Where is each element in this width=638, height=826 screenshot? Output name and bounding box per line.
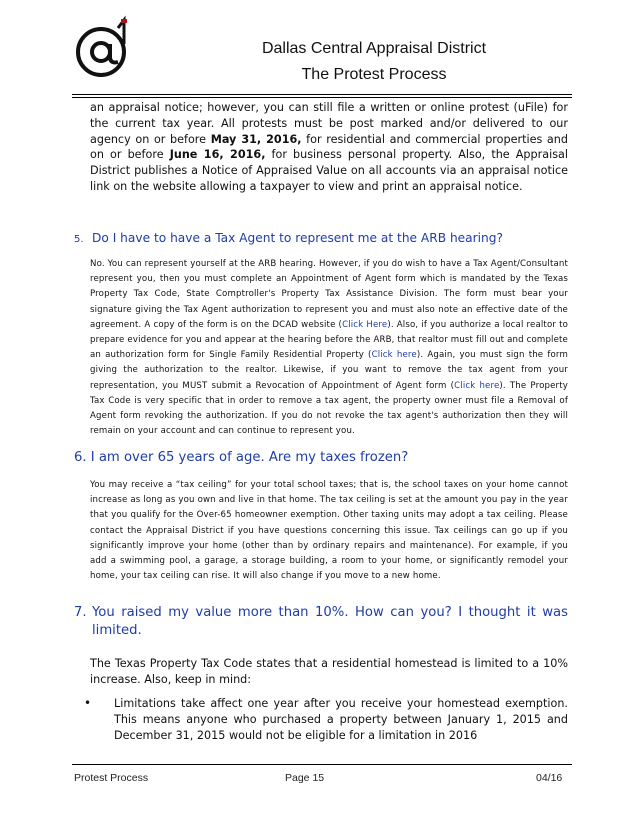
answer-5-text-4: ). The Property Tax Code is very specific that in order to remove a tax agent, the property owner must file a Removal of Agent form revoking the authorization. If you do not revoke the tax agent's authorization then they will remain on your account and can continue to represent you.	[90, 380, 568, 437]
answer-5-text-2: ). Also, if you authorize a local realtor to prepare evidence for you and appear at the hearing before the ARB, that realtor must fill out and complete an authorization form for Single Family Residential Property (	[90, 319, 569, 361]
question-7-text: You raised my value more than 10%. How can you? I thought it was limited.	[92, 605, 568, 638]
list-item	[84, 696, 568, 743]
footer-divider	[72, 764, 572, 765]
answer-5-text-3: ). Again, you must sign the form giving the authorization to the realtor. Likewise, if you want to remove the tax agent from your representation, you MUST submit a Revocation of Appointment of Agent form (	[90, 350, 568, 391]
answer-6-paragraph	[90, 478, 568, 584]
bullet-text: Limitations take affect one year after you receive your homestead exemption. This means anyone who purchased a property between January 1, 2015 and December 31, 2015 would not be eligible for a limitation in 2016	[114, 697, 568, 742]
question-5-heading	[74, 231, 568, 245]
intro-text-3: for business personal property. Also, the Appraisal District publishes a Notice of Appraised Value on all accounts via an appraisal notice link on the website allowing a taxpayer to view and print an appraisal notice.	[90, 148, 568, 193]
question-6-heading: 6. I am over 65 years of age. Are my taxes frozen?	[74, 450, 409, 465]
at-sign-logo-icon	[74, 14, 136, 80]
footer-date: 04/16	[536, 772, 563, 784]
footer-left: Protest Process	[74, 772, 149, 784]
intro-text-1: an appraisal notice; however, you can still file a written or online protest (uFile) for the current tax year. All protests must be post marked and/or delivered to our agency on or before	[90, 101, 568, 146]
question-5-text: Do I have to have a Tax Agent to represent me at the ARB hearing?	[92, 231, 503, 245]
answer-7-text: The Texas Property Tax Code states that a residential homestead is limited to a 10% increase. Also, keep in mind:	[90, 657, 568, 686]
question-5-number: 5.	[74, 234, 84, 245]
intro-paragraph	[90, 100, 568, 195]
bullet-icon: •	[84, 696, 92, 710]
click-here-link-2[interactable]: Click here	[371, 350, 417, 361]
question-7-heading	[74, 604, 568, 640]
page-subtitle: The Protest Process	[301, 66, 447, 83]
answer-5-text-1: No. You can represent yourself at the ARB hearing. However, if you do wish to have a Tax Agent/Consultant represent you, then you must complete an Appointment of Agent form which is mandated by the Texas Property Tax Code, State Comptroller's Property Tax Assistance Division. The form must bear your signature giving the Tax Agent authorization to represent you and must also note an effective date of the agreement. A copy of the form is on the DCAD website (	[90, 259, 568, 330]
header-divider-2	[72, 97, 572, 98]
question-7-number: 7.	[74, 605, 87, 620]
header-divider	[72, 94, 572, 95]
org-title: Dallas Central Appraisal District	[261, 40, 487, 57]
click-here-link-3[interactable]: Click here	[454, 380, 500, 391]
intro-bold-date-2: June 16, 2016,	[169, 148, 266, 162]
intro-text-2: for residential and commercial properties and on or before	[90, 132, 568, 162]
intro-bold-date-1: May 31, 2016,	[210, 132, 302, 146]
answer-5-paragraph	[90, 257, 568, 439]
answer-7-paragraph	[90, 656, 568, 688]
answer-6-text: You may receive a “tax ceiling” for your total school taxes; that is, the school taxes on your home cannot increase as long as you own and live in that home. The tax ceiling is set at the amount you pay in the year that you qualify for the Over-65 homeowner exemption. Other taxing units may adopt a tax ceiling. Please contact the Appraisal District if you have questions concerning this issue. Tax ceilings can go up if you significantly improve your home (other than by ordinary repairs and maintenance). For example, if you add a swimming pool, a garage, a storage building, a room to your home, or significantly remodel your home, your tax ceiling can rise. It will also change if you move to a new home.	[90, 480, 568, 582]
page-number: Page 15	[285, 772, 325, 784]
click-here-link-1[interactable]: Click Here	[342, 319, 388, 330]
